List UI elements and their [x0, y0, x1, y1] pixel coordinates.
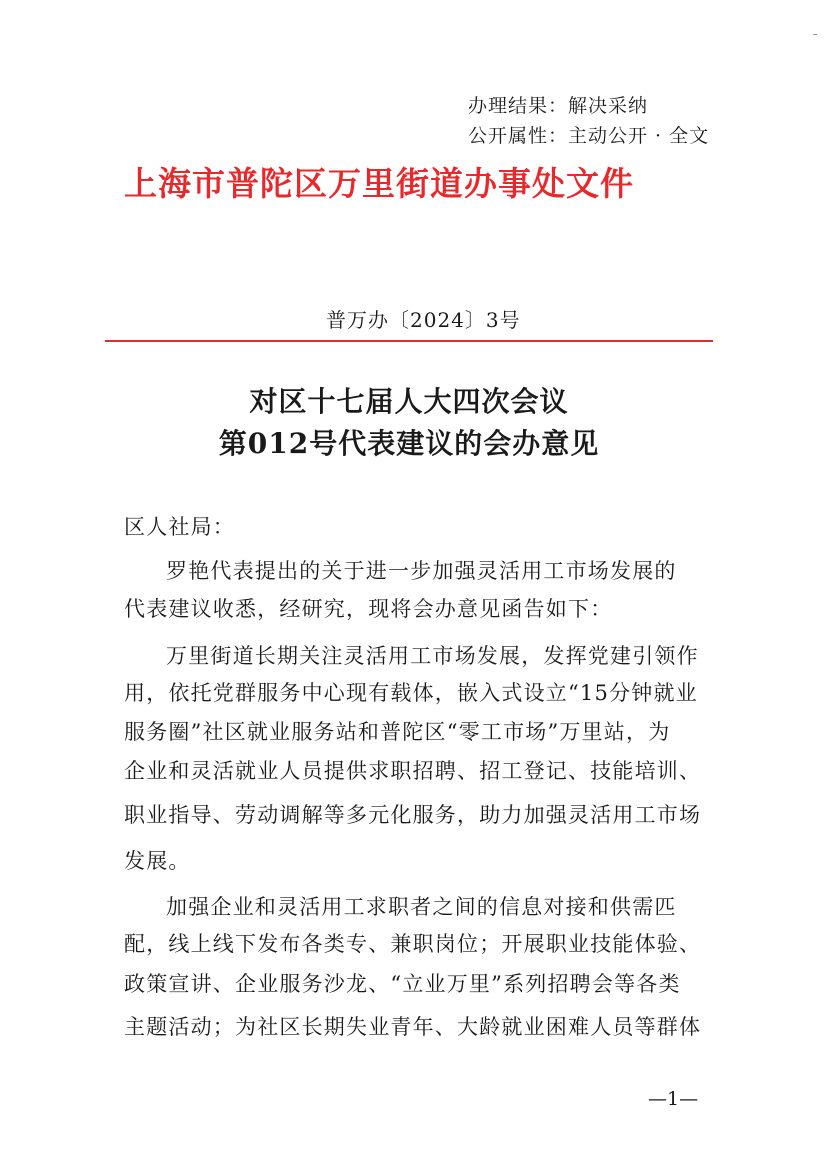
body-line: 万里街道长期关注灵活用工市场发展，发挥党建引领作 — [166, 644, 699, 668]
body-line: 加强企业和灵活用工求职者之间的信息对接和供需匹 — [166, 895, 677, 919]
body-line: 政策宣讲、企业服务沙龙、“立业万里”系列招聘会等各类 — [124, 972, 681, 996]
page-number: —1— — [648, 1088, 699, 1110]
red-separator-line — [105, 340, 713, 342]
body-line: 发展。 — [124, 849, 191, 873]
body-line: 职业指导、劳动调解等多元化服务，助力加强灵活用工市场 — [124, 803, 702, 827]
body-line: 服务圈”社区就业服务站和普陀区“零工市场”万里站，为 — [124, 720, 671, 744]
recipient: 区人社局： — [124, 515, 235, 539]
body-line: 配，线上线下发布各类专、兼职岗位；开展职业技能体验、 — [124, 932, 702, 956]
disclosure-attribute: 公开属性：主动公开 · 全文 — [468, 125, 710, 147]
body-line: 主题活动；为社区长期失业青年、大龄就业困难人员等群体 — [124, 1015, 702, 1039]
document-title-line-1: 对区十七届人大四次会议 — [249, 385, 569, 418]
body-line: 罗艳代表提出的关于进一步加强灵活用工市场发展的 — [166, 559, 677, 583]
handling-result: 办理结果：解决采纳 — [468, 95, 649, 117]
issuer-heading: 上海市普陀区万里街道办事处文件 — [124, 164, 634, 203]
document-title-line-2: 第012号代表建议的会办意见 — [218, 427, 600, 460]
body-line: 用，依托党群服务中心现有载体，嵌入式设立“15分钟就业 — [124, 681, 698, 705]
scan-edge-mark — [813, 34, 817, 35]
document-number: 普万办〔2024〕3号 — [326, 308, 521, 332]
body-line: 代表建议收悉，经研究，现将会办意见函告如下： — [124, 597, 613, 621]
body-line: 企业和灵活就业人员提供求职招聘、招工登记、技能培训、 — [124, 759, 702, 783]
